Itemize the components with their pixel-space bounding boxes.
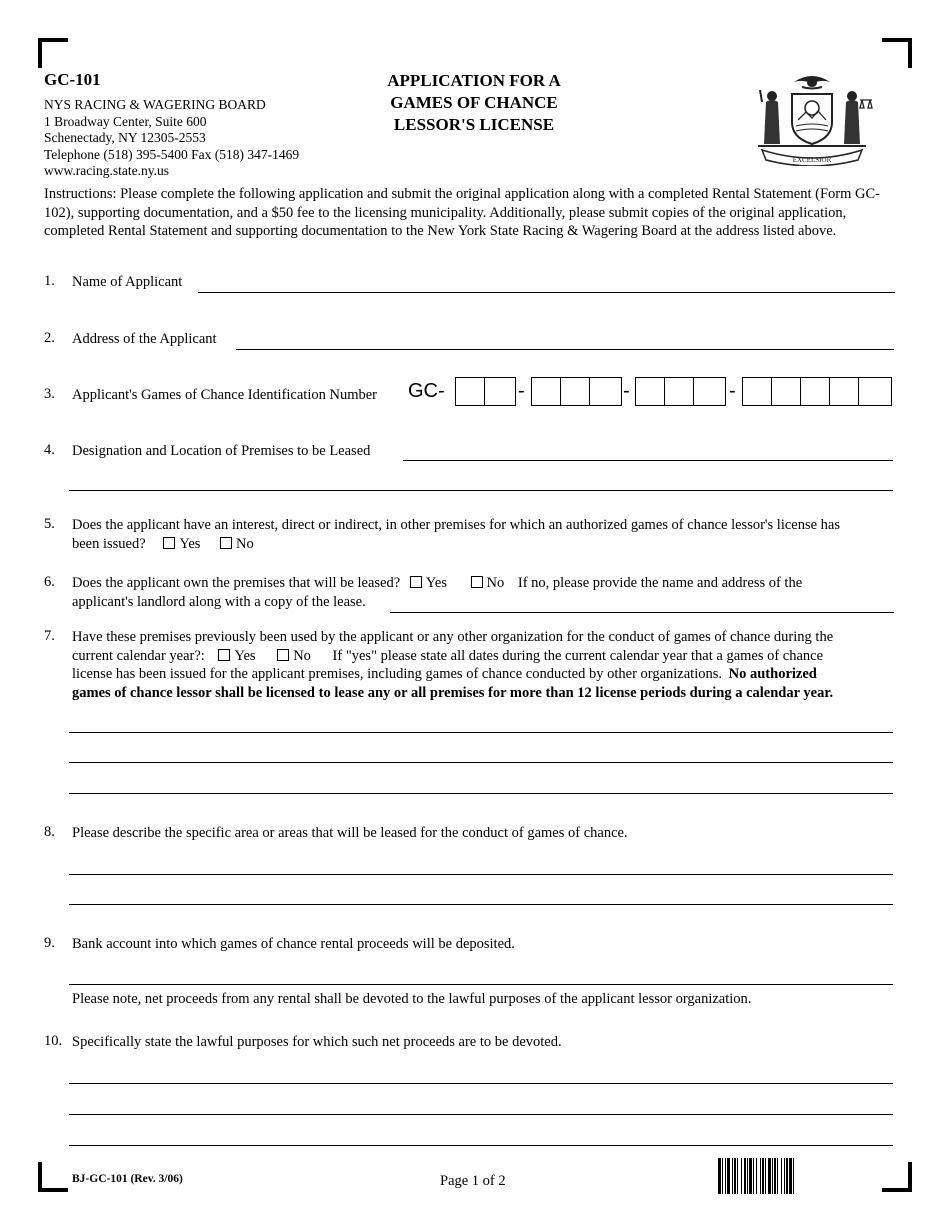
gc-id-digit-box[interactable] bbox=[561, 378, 590, 405]
q5-no-label: No bbox=[236, 535, 254, 552]
agency-address-line2: Schenectady, NY 12305-2553 bbox=[44, 130, 206, 145]
form-title bbox=[340, 70, 608, 136]
q5-yes-option[interactable] bbox=[163, 536, 200, 552]
gc-id-digit-box[interactable] bbox=[694, 378, 723, 405]
title-line-2: GAMES OF CHANCE bbox=[390, 93, 558, 112]
gc-id-digit-box[interactable] bbox=[772, 378, 801, 405]
leased-area-field-line-2[interactable] bbox=[69, 904, 893, 905]
corner-mark-bottom-right bbox=[882, 1162, 912, 1192]
gc-id-digit-box[interactable] bbox=[532, 378, 561, 405]
q7-yes-option[interactable] bbox=[218, 648, 255, 664]
q7-yes-checkbox[interactable] bbox=[218, 649, 230, 661]
q7-no-label: No bbox=[293, 647, 311, 664]
gc-id-digit-box[interactable] bbox=[590, 378, 619, 405]
q1-label: Name of Applicant bbox=[72, 274, 183, 290]
landlord-info-field[interactable] bbox=[390, 612, 894, 613]
q7-bold-warning-start: No authorized bbox=[728, 666, 817, 682]
question-number: 2. bbox=[44, 330, 55, 346]
q7-text-line-2b: If "yes" please state all dates during the current calendar year that a games of chance bbox=[332, 647, 824, 664]
agency-address-line1: 1 Broadway Center, Suite 600 bbox=[44, 113, 207, 129]
seal-motto: EXCELSIOR bbox=[792, 156, 832, 164]
question-number: 1. bbox=[44, 273, 55, 289]
gc-id-separator: - bbox=[729, 380, 736, 402]
agency-block bbox=[44, 97, 299, 180]
q2-label: Address of the Applicant bbox=[72, 331, 217, 347]
lawful-purposes-field-line-1[interactable] bbox=[69, 1083, 893, 1084]
q6-no-option[interactable] bbox=[471, 575, 505, 591]
gc-id-prefix: GC- bbox=[408, 380, 445, 402]
agency-website: www.racing.state.ny.us bbox=[44, 163, 169, 178]
q9-note: Please note, net proceeds from any rental shall be devoted to the lawful purposes of the applicant lessor organization. bbox=[72, 991, 752, 1007]
q7-yes-label: Yes bbox=[234, 647, 256, 664]
question-number: 4. bbox=[44, 442, 55, 458]
bank-account-field[interactable] bbox=[69, 984, 893, 985]
premises-location-field-line-2[interactable] bbox=[69, 490, 893, 491]
page-number: Page 1 of 2 bbox=[440, 1173, 506, 1189]
gc-id-digit-box[interactable] bbox=[859, 378, 888, 405]
q9-label: Bank account into which games of chance rental proceeds will be deposited. bbox=[72, 936, 515, 952]
lawful-purposes-field-line-2[interactable] bbox=[69, 1114, 893, 1115]
question-number: 5. bbox=[44, 516, 55, 532]
form-code: GC-101 bbox=[44, 70, 101, 89]
question-number: 7. bbox=[44, 628, 55, 644]
q5-no-option[interactable] bbox=[220, 536, 254, 552]
q7-no-checkbox[interactable] bbox=[277, 649, 289, 661]
gc-id-segment-4[interactable] bbox=[742, 377, 892, 406]
corner-mark-bottom-left bbox=[38, 1162, 68, 1192]
form-revision: BJ-GC-101 (Rev. 3/06) bbox=[72, 1173, 183, 1185]
q5-yes-checkbox[interactable] bbox=[163, 537, 175, 549]
q5-yes-label: Yes bbox=[179, 535, 201, 552]
question-number: 9. bbox=[44, 935, 55, 951]
instructions-text: Instructions: Please complete the following application and submit the original application along with a completed Rental Statement (Form GC-102), supporting documentation, and a $50 fee to the licensing municipality. Additionally, please submit copies of the original application, completed Rental Statement and supporting documentation to the New York State Racing & Wagering Board at the address listed above. bbox=[44, 186, 880, 239]
q5-text-line-2: been issued? bbox=[72, 535, 146, 552]
gc-id-digit-box[interactable] bbox=[456, 378, 485, 405]
title-line-3: LESSOR'S LICENSE bbox=[393, 115, 555, 134]
corner-mark-top-left bbox=[38, 38, 68, 68]
q6-question bbox=[72, 574, 912, 611]
question-number: 3. bbox=[44, 386, 55, 402]
prior-use-field-line-3[interactable] bbox=[69, 793, 893, 794]
gc-id-separator: - bbox=[518, 380, 525, 402]
new-york-state-seal-icon bbox=[748, 70, 876, 166]
q7-no-option[interactable] bbox=[277, 648, 311, 664]
gc-id-separator: - bbox=[623, 380, 630, 402]
agency-name: NYS RACING & WAGERING BOARD bbox=[44, 97, 266, 112]
q6-text-after: If no, please provide the name and address of the bbox=[517, 575, 803, 591]
q8-label: Please describe the specific area or areas that will be leased for the conduct of games of chance. bbox=[72, 825, 628, 841]
gc-id-digit-box[interactable] bbox=[830, 378, 859, 405]
premises-location-field[interactable] bbox=[403, 460, 893, 461]
q5-text-line-1: Does the applicant have an interest, direct or indirect, in other premises for which an authorized games of chance lessor's license has bbox=[72, 517, 841, 533]
gc-id-segment-2[interactable] bbox=[531, 377, 622, 406]
q6-no-label: No bbox=[486, 575, 505, 591]
agency-phone-fax: Telephone (518) 395-5400 Fax (518) 347-1469 bbox=[44, 146, 300, 162]
question-number: 10. bbox=[44, 1033, 63, 1049]
q5-no-checkbox[interactable] bbox=[220, 537, 232, 549]
q7-question bbox=[72, 628, 912, 702]
gc-id-segment-1[interactable] bbox=[455, 377, 516, 406]
q3-label: Applicant's Games of Chance Identification Number bbox=[72, 387, 378, 403]
q4-label: Designation and Location of Premises to be Leased bbox=[72, 443, 371, 459]
prior-use-field-line-2[interactable] bbox=[69, 762, 893, 763]
q10-label: Specifically state the lawful purposes for which such net proceeds are to be devoted. bbox=[72, 1034, 562, 1050]
gc-id-digit-box[interactable] bbox=[801, 378, 830, 405]
q7-text-line-3: license has been issued for the applicant premises, including games of chance conducted by other organizations. bbox=[72, 666, 723, 682]
q6-yes-option[interactable] bbox=[410, 575, 447, 591]
q6-no-checkbox[interactable] bbox=[471, 576, 483, 588]
applicant-name-field[interactable] bbox=[198, 292, 895, 293]
q6-text-line-1: Does the applicant own the premises that will be leased? bbox=[72, 575, 401, 591]
title-line-1: APPLICATION FOR A bbox=[387, 71, 561, 90]
q6-yes-checkbox[interactable] bbox=[410, 576, 422, 588]
question-number: 6. bbox=[44, 574, 55, 590]
q6-yes-label: Yes bbox=[425, 575, 447, 591]
gc-id-digit-box[interactable] bbox=[636, 378, 665, 405]
q6-text-line-2: applicant's landlord along with a copy of the lease. bbox=[72, 593, 366, 610]
gc-id-digit-box[interactable] bbox=[743, 378, 772, 405]
corner-mark-top-right bbox=[882, 38, 912, 68]
barcode-icon bbox=[718, 1158, 858, 1194]
q7-text-line-1: Have these premises previously been used by the applicant or any other organization for the conduct of games of chance during the bbox=[72, 629, 834, 645]
q7-text-line-2a: current calendar year?: bbox=[72, 647, 205, 664]
lawful-purposes-field-line-3[interactable] bbox=[69, 1145, 893, 1146]
prior-use-field-line-1[interactable] bbox=[69, 732, 893, 733]
leased-area-field-line-1[interactable] bbox=[69, 874, 893, 875]
question-number: 8. bbox=[44, 824, 55, 840]
q5-question bbox=[72, 516, 912, 553]
gc-id-digit-box[interactable] bbox=[665, 378, 694, 405]
gc-id-digit-box[interactable] bbox=[485, 378, 514, 405]
q7-bold-warning: games of chance lessor shall be licensed to lease any or all premises for more than 12 license periods during a calendar year. bbox=[72, 684, 834, 701]
applicant-address-field[interactable] bbox=[236, 349, 894, 350]
gc-id-segment-3[interactable] bbox=[635, 377, 726, 406]
